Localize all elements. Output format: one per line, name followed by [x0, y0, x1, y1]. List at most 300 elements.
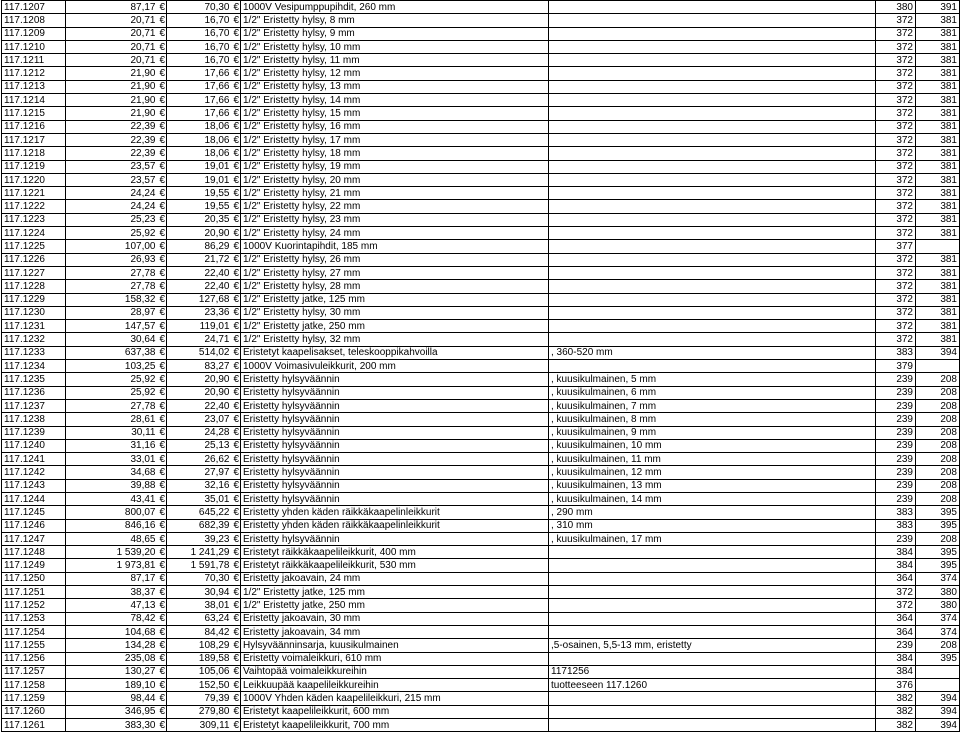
table-row — [2, 293, 960, 306]
page-ref-b: 381 — [916, 333, 960, 346]
product-description: 1/2" Eristetty hylsy, 13 mm — [241, 80, 549, 93]
price-incl-vat: 25,92 — [66, 373, 158, 386]
product-code: 117.1256 — [2, 652, 66, 665]
price-excl-vat: 70,30 — [167, 572, 232, 585]
euro-symbol: € — [159, 520, 166, 532]
price-excl-vat: 19,01 — [167, 173, 232, 186]
euro-symbol: € — [159, 427, 166, 439]
product-code: 117.1249 — [2, 559, 66, 572]
page-ref-b: 381 — [916, 80, 960, 93]
page-ref-a: 239 — [876, 532, 916, 545]
euro-symbol: € — [233, 427, 240, 439]
page-ref-b: 395 — [916, 546, 960, 559]
price-excl-vat: 25,13 — [167, 439, 232, 452]
price-incl-vat: 235,08 — [66, 652, 158, 665]
euro-symbol: € — [159, 161, 166, 173]
table-row — [2, 266, 960, 279]
page-ref-a: 372 — [876, 160, 916, 173]
page-ref-b: 381 — [916, 173, 960, 186]
page-ref-b: 394 — [916, 692, 960, 705]
euro-symbol: € — [233, 639, 240, 651]
euro-symbol: € — [233, 467, 240, 479]
product-description: Eristetty hylsyväännin — [241, 439, 549, 452]
euro-symbol: € — [233, 108, 240, 120]
product-description: 1/2" Eristetty hylsy, 23 mm — [241, 213, 549, 226]
euro-symbol: € — [233, 68, 240, 80]
table-row — [2, 80, 960, 93]
product-description: 1/2" Eristetty hylsy, 9 mm — [241, 27, 549, 40]
page-ref-b: 381 — [916, 266, 960, 279]
page-ref-a: 383 — [876, 346, 916, 359]
product-description: Eristetty hylsyväännin — [241, 492, 549, 505]
price-incl-vat: 104,68 — [66, 625, 158, 638]
price-incl-vat: 107,00 — [66, 240, 158, 253]
price-excl-vat: 70,30 — [167, 1, 232, 14]
product-description-extra — [549, 599, 876, 612]
product-description: Eristetty hylsyväännin — [241, 373, 549, 386]
product-code: 117.1233 — [2, 346, 66, 359]
page-ref-b: 374 — [916, 625, 960, 638]
product-description-extra — [549, 27, 876, 40]
product-description-extra — [549, 360, 876, 373]
product-description-extra: , kuusikulmainen, 5 mm — [549, 373, 876, 386]
table-row — [2, 413, 960, 426]
euro-symbol: € — [233, 121, 240, 133]
euro-symbol: € — [233, 267, 240, 279]
price-excl-vat: 79,39 — [167, 692, 232, 705]
product-description: Eristetty hylsyväännin — [241, 426, 549, 439]
price-excl-vat: 279,80 — [167, 705, 232, 718]
page-ref-b: 380 — [916, 599, 960, 612]
price-excl-vat: 30,94 — [167, 586, 232, 599]
product-code: 117.1224 — [2, 227, 66, 240]
price-excl-vat: 24,71 — [167, 333, 232, 346]
page-ref-b: 381 — [916, 280, 960, 293]
price-list-table — [1, 0, 960, 732]
euro-symbol: € — [233, 546, 240, 558]
page-ref-b: 395 — [916, 652, 960, 665]
euro-symbol: € — [233, 533, 240, 545]
page-ref-a: 372 — [876, 293, 916, 306]
product-description: 1/2" Eristetty hylsy, 28 mm — [241, 280, 549, 293]
product-code: 117.1228 — [2, 280, 66, 293]
price-incl-vat: 87,17 — [66, 572, 158, 585]
page-ref-a: 376 — [876, 679, 916, 692]
table-row — [2, 147, 960, 160]
page-ref-a: 379 — [876, 360, 916, 373]
euro-symbol: € — [233, 413, 240, 425]
euro-symbol: € — [159, 134, 166, 146]
product-description-extra — [549, 306, 876, 319]
product-code: 117.1258 — [2, 679, 66, 692]
page-ref-b: 381 — [916, 120, 960, 133]
product-code: 117.1223 — [2, 213, 66, 226]
price-excl-vat: 23,07 — [167, 413, 232, 426]
page-ref-a: 372 — [876, 320, 916, 333]
page-ref-a: 239 — [876, 453, 916, 466]
product-description: Eristetty jakoavain, 24 mm — [241, 572, 549, 585]
page-ref-a: 384 — [876, 546, 916, 559]
euro-symbol: € — [233, 320, 240, 332]
euro-symbol: € — [159, 1, 166, 13]
product-code: 117.1260 — [2, 705, 66, 718]
product-description: 1/2" Eristetty jatke, 125 mm — [241, 586, 549, 599]
page-ref-a: 372 — [876, 200, 916, 213]
page-ref-b: 208 — [916, 373, 960, 386]
product-description: Eristetty hylsyväännin — [241, 413, 549, 426]
table-row — [2, 360, 960, 373]
product-description-extra — [549, 612, 876, 625]
euro-symbol: € — [233, 360, 240, 372]
product-code: 117.1222 — [2, 200, 66, 213]
product-code: 117.1251 — [2, 586, 66, 599]
price-incl-vat: 800,07 — [66, 506, 158, 519]
product-code: 117.1254 — [2, 625, 66, 638]
product-description-extra — [549, 240, 876, 253]
price-excl-vat: 27,97 — [167, 466, 232, 479]
table-row — [2, 346, 960, 359]
page-ref-a: 372 — [876, 173, 916, 186]
product-description: 1/2" Eristetty jatke, 125 mm — [241, 293, 549, 306]
price-incl-vat: 25,92 — [66, 227, 158, 240]
product-code: 117.1226 — [2, 253, 66, 266]
page-ref-b: 208 — [916, 439, 960, 452]
page-ref-a: 372 — [876, 306, 916, 319]
product-description-extra — [549, 120, 876, 133]
price-incl-vat: 158,32 — [66, 293, 158, 306]
table-row — [2, 599, 960, 612]
product-code: 117.1211 — [2, 54, 66, 67]
euro-symbol: € — [233, 254, 240, 266]
euro-symbol: € — [159, 600, 166, 611]
euro-symbol: € — [159, 227, 166, 239]
page-ref-b: 381 — [916, 54, 960, 67]
product-description-extra — [549, 14, 876, 27]
price-excl-vat: 17,66 — [167, 80, 232, 93]
price-excl-vat: 20,90 — [167, 227, 232, 240]
product-description-extra — [549, 266, 876, 279]
product-code: 117.1253 — [2, 612, 66, 625]
product-description-extra: , kuusikulmainen, 7 mm — [549, 399, 876, 412]
table-row — [2, 572, 960, 585]
page-ref-b: 381 — [916, 200, 960, 213]
table-row — [2, 479, 960, 492]
price-excl-vat: 189,58 — [167, 652, 232, 665]
price-incl-vat: 25,92 — [66, 386, 158, 399]
product-code: 117.1234 — [2, 360, 66, 373]
price-excl-vat: 35,01 — [167, 492, 232, 505]
price-incl-vat: 78,42 — [66, 612, 158, 625]
page-ref-b: 208 — [916, 399, 960, 412]
page-ref-a: 372 — [876, 107, 916, 120]
product-code: 117.1218 — [2, 147, 66, 160]
price-incl-vat: 30,11 — [66, 426, 158, 439]
product-code: 117.1225 — [2, 240, 66, 253]
product-description: Eristetyt kaapelisakset, teleskooppikahvoilla — [241, 346, 549, 359]
page-ref-b: 381 — [916, 107, 960, 120]
table-row — [2, 705, 960, 718]
price-incl-vat: 21,90 — [66, 107, 158, 120]
price-excl-vat: 22,40 — [167, 266, 232, 279]
price-excl-vat: 23,36 — [167, 306, 232, 319]
product-description-extra — [549, 253, 876, 266]
page-ref-a: 372 — [876, 253, 916, 266]
price-incl-vat: 23,57 — [66, 173, 158, 186]
page-ref-b: 381 — [916, 160, 960, 173]
euro-symbol: € — [233, 373, 240, 385]
price-incl-vat: 21,90 — [66, 80, 158, 93]
table-row — [2, 40, 960, 53]
euro-symbol: € — [233, 573, 240, 585]
price-incl-vat: 98,44 — [66, 692, 158, 705]
page-ref-a: 239 — [876, 413, 916, 426]
table-row — [2, 120, 960, 133]
price-incl-vat: 134,28 — [66, 639, 158, 652]
product-code: 117.1214 — [2, 94, 66, 107]
page-ref-a: 372 — [876, 266, 916, 279]
product-description-extra — [549, 173, 876, 186]
page-ref-b — [916, 665, 960, 678]
euro-symbol: € — [159, 360, 166, 372]
euro-symbol: € — [233, 227, 240, 239]
euro-symbol: € — [233, 679, 240, 691]
price-excl-vat: 83,27 — [167, 360, 232, 373]
product-description-extra: , 310 mm — [549, 519, 876, 532]
price-excl-vat: 127,68 — [167, 293, 232, 306]
table-row — [2, 559, 960, 572]
euro-symbol: € — [233, 560, 240, 572]
euro-symbol: € — [159, 493, 166, 505]
product-description-extra — [549, 705, 876, 718]
euro-symbol: € — [159, 320, 166, 332]
product-code: 117.1259 — [2, 692, 66, 705]
euro-symbol: € — [159, 560, 166, 572]
product-description: 1/2" Eristetty hylsy, 17 mm — [241, 133, 549, 146]
table-row — [2, 719, 960, 732]
table-row — [2, 652, 960, 665]
page-ref-a: 372 — [876, 333, 916, 346]
table-row — [2, 639, 960, 652]
price-incl-vat: 20,71 — [66, 40, 158, 53]
page-ref-a: 384 — [876, 665, 916, 678]
product-description-extra — [549, 1, 876, 14]
price-excl-vat: 18,06 — [167, 120, 232, 133]
table-row — [2, 612, 960, 625]
page-ref-b: 394 — [916, 719, 960, 732]
price-excl-vat: 24,28 — [167, 426, 232, 439]
page-ref-b: 395 — [916, 559, 960, 572]
euro-symbol: € — [233, 28, 240, 40]
euro-symbol: € — [159, 626, 166, 638]
euro-symbol: € — [233, 134, 240, 146]
price-excl-vat: 16,70 — [167, 54, 232, 67]
table-row — [2, 173, 960, 186]
product-code: 117.1220 — [2, 173, 66, 186]
price-incl-vat: 48,65 — [66, 532, 158, 545]
page-ref-a: 239 — [876, 639, 916, 652]
euro-symbol: € — [233, 666, 240, 678]
price-excl-vat: 17,66 — [167, 107, 232, 120]
product-code: 117.1238 — [2, 413, 66, 426]
product-description: Eristetty hylsyväännin — [241, 453, 549, 466]
table-row — [2, 399, 960, 412]
product-description: 1/2" Eristetty hylsy, 16 mm — [241, 120, 549, 133]
price-excl-vat: 105,06 — [167, 665, 232, 678]
price-excl-vat: 39,23 — [167, 532, 232, 545]
product-description-extra: , kuusikulmainen, 17 mm — [549, 532, 876, 545]
page-ref-a: 372 — [876, 27, 916, 40]
price-incl-vat: 28,97 — [66, 306, 158, 319]
euro-symbol: € — [233, 54, 240, 66]
table-row — [2, 386, 960, 399]
product-code: 117.1235 — [2, 373, 66, 386]
price-incl-vat: 103,25 — [66, 360, 158, 373]
table-row — [2, 240, 960, 253]
product-description-extra — [549, 213, 876, 226]
product-description: Hylsyväänninsarja, kuusikulmainen — [241, 639, 549, 652]
product-code: 117.1248 — [2, 546, 66, 559]
product-description: 1/2" Eristetty hylsy, 26 mm — [241, 253, 549, 266]
euro-symbol: € — [233, 14, 240, 26]
euro-symbol: € — [233, 81, 240, 93]
table-row — [2, 187, 960, 200]
euro-symbol: € — [159, 546, 166, 558]
product-code: 117.1215 — [2, 107, 66, 120]
euro-symbol: € — [233, 147, 240, 159]
page-ref-a: 372 — [876, 280, 916, 293]
product-description-extra — [549, 67, 876, 80]
product-description-extra: , kuusikulmainen, 12 mm — [549, 466, 876, 479]
page-ref-a: 239 — [876, 479, 916, 492]
product-code: 117.1237 — [2, 399, 66, 412]
product-description-extra — [549, 692, 876, 705]
product-code: 117.1207 — [2, 1, 66, 14]
euro-symbol: € — [233, 453, 240, 465]
product-code: 117.1229 — [2, 293, 66, 306]
euro-symbol: € — [159, 81, 166, 93]
page-ref-b: 381 — [916, 227, 960, 240]
price-incl-vat: 47,13 — [66, 599, 158, 612]
product-code: 117.1232 — [2, 333, 66, 346]
euro-symbol: € — [159, 214, 166, 226]
product-code: 117.1241 — [2, 453, 66, 466]
product-code: 117.1239 — [2, 426, 66, 439]
page-ref-a: 382 — [876, 719, 916, 732]
table-row — [2, 1, 960, 14]
product-code: 117.1244 — [2, 492, 66, 505]
product-description-extra: tuotteeseen 117.1260 — [549, 679, 876, 692]
euro-symbol: € — [159, 613, 166, 625]
euro-symbol: € — [233, 653, 240, 665]
product-description: 1/2" Eristetty hylsy, 19 mm — [241, 160, 549, 173]
product-description: 1/2" Eristetty hylsy, 11 mm — [241, 54, 549, 67]
product-description-extra: , 290 mm — [549, 506, 876, 519]
product-description: Eristetty jakoavain, 34 mm — [241, 625, 549, 638]
page-ref-b — [916, 240, 960, 253]
euro-symbol: € — [159, 28, 166, 40]
page-ref-b: 208 — [916, 386, 960, 399]
price-incl-vat: 39,88 — [66, 479, 158, 492]
page-ref-b: 208 — [916, 639, 960, 652]
page-ref-a: 372 — [876, 80, 916, 93]
table-row — [2, 306, 960, 319]
euro-symbol: € — [159, 280, 166, 292]
price-incl-vat: 130,27 — [66, 665, 158, 678]
euro-symbol: € — [159, 174, 166, 186]
product-description: 1000V Voimasivuleikkurit, 200 mm — [241, 360, 549, 373]
price-incl-vat: 20,71 — [66, 54, 158, 67]
page-ref-a: 239 — [876, 426, 916, 439]
euro-symbol: € — [233, 520, 240, 532]
euro-symbol: € — [233, 506, 240, 518]
page-ref-a: 384 — [876, 652, 916, 665]
table-row — [2, 546, 960, 559]
euro-symbol: € — [159, 467, 166, 479]
price-excl-vat: 645,22 — [167, 506, 232, 519]
page-ref-b: 381 — [916, 293, 960, 306]
product-description-extra — [549, 652, 876, 665]
price-incl-vat: 24,24 — [66, 187, 158, 200]
product-description: 1/2" Eristetty jatke, 250 mm — [241, 599, 549, 612]
product-description: Eristetyt räikkäkaapelileikkurit, 530 mm — [241, 559, 549, 572]
product-description: Eristetty hylsyväännin — [241, 399, 549, 412]
price-incl-vat: 22,39 — [66, 147, 158, 160]
euro-symbol: € — [159, 440, 166, 452]
table-row — [2, 519, 960, 532]
product-code: 117.1212 — [2, 67, 66, 80]
price-incl-vat: 846,16 — [66, 519, 158, 532]
page-ref-b: 381 — [916, 147, 960, 160]
price-incl-vat: 22,39 — [66, 120, 158, 133]
price-incl-vat: 637,38 — [66, 346, 158, 359]
page-ref-b: 381 — [916, 27, 960, 40]
euro-symbol: € — [233, 347, 240, 359]
euro-symbol: € — [159, 41, 166, 53]
product-code: 117.1213 — [2, 80, 66, 93]
page-ref-b: 381 — [916, 14, 960, 27]
product-description: Vaihtopää voimaleikkureihin — [241, 665, 549, 678]
product-description-extra — [549, 227, 876, 240]
page-ref-a: 372 — [876, 213, 916, 226]
product-description: 1/2" Eristetty hylsy, 20 mm — [241, 173, 549, 186]
page-ref-a: 372 — [876, 120, 916, 133]
product-description-extra: , kuusikulmainen, 13 mm — [549, 479, 876, 492]
product-description-extra: , kuusikulmainen, 6 mm — [549, 386, 876, 399]
product-code: 117.1255 — [2, 639, 66, 652]
euro-symbol: € — [233, 586, 240, 598]
price-excl-vat: 20,90 — [167, 373, 232, 386]
euro-symbol: € — [159, 400, 166, 412]
price-incl-vat: 1 973,81 — [66, 559, 158, 572]
price-incl-vat: 23,57 — [66, 160, 158, 173]
euro-symbol: € — [159, 586, 166, 598]
product-code: 117.1236 — [2, 386, 66, 399]
price-incl-vat: 22,39 — [66, 133, 158, 146]
euro-symbol: € — [233, 280, 240, 292]
table-row — [2, 679, 960, 692]
page-ref-b: 208 — [916, 492, 960, 505]
page-ref-b: 381 — [916, 67, 960, 80]
product-code: 117.1261 — [2, 719, 66, 732]
price-excl-vat: 21,72 — [167, 253, 232, 266]
product-code: 117.1209 — [2, 27, 66, 40]
price-incl-vat: 24,24 — [66, 200, 158, 213]
product-description-extra — [549, 559, 876, 572]
product-description-extra — [549, 546, 876, 559]
page-ref-a: 372 — [876, 94, 916, 107]
page-ref-b: 208 — [916, 466, 960, 479]
product-code: 117.1210 — [2, 40, 66, 53]
